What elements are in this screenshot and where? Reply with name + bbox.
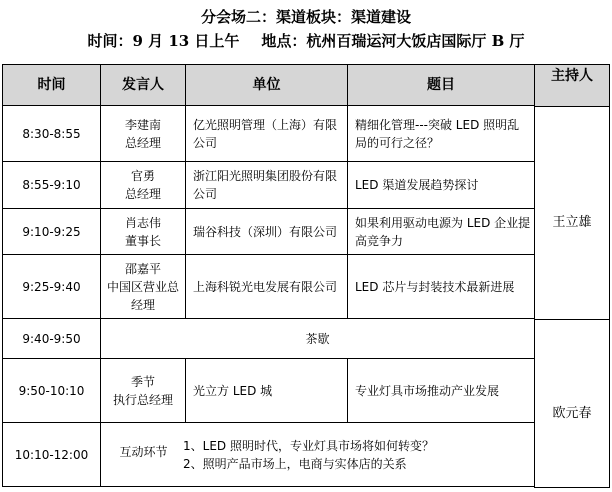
- speaker-text: 肖志伟 董事长: [124, 215, 161, 248]
- host-name: 王立雄: [552, 215, 592, 230]
- time-cell: 10:10-12:00: [3, 423, 101, 487]
- time-cell: 9:25-9:40: [3, 255, 101, 319]
- topic-cell: 如果利用驱动电源为 LED 企业提高竞争力: [348, 209, 535, 255]
- column-header-host: 主持人: [535, 65, 609, 107]
- session-time: 时间：9 月 13 日上午: [87, 32, 240, 50]
- topic-cell: 精细化管理---突破 LED 照明乱局的可行之径？: [348, 106, 535, 162]
- unit-cell: 上海科锐光电发展有限公司: [186, 255, 348, 319]
- time-cell: 9:50-10:10: [3, 359, 101, 423]
- page-title: 分会场二：渠道板块：渠道建设: [200, 8, 411, 26]
- discussion-item: 2、照明产品市场上，电商与实体店的关系: [183, 456, 407, 471]
- speaker-cell: [101, 106, 186, 162]
- speaker-cell: [101, 255, 186, 319]
- time-cell: 8:30-8:55: [3, 106, 101, 162]
- speaker-cell: [101, 209, 186, 255]
- host-column: [534, 64, 610, 488]
- column-header-time: 时间: [3, 65, 101, 106]
- speaker-cell: [101, 162, 186, 209]
- speaker-text: 官勇 总经理: [124, 169, 161, 201]
- topic-cell: 专业灯具市场推动产业发展: [348, 359, 535, 423]
- table-row: [3, 255, 535, 319]
- time-cell: 9:40-9:50: [3, 319, 101, 359]
- header-row: [3, 65, 535, 106]
- table-row: [3, 359, 535, 423]
- table-row: [3, 162, 535, 209]
- discussion-item: 1、LED 照明时代，专业灯具市场将如何转变？: [183, 438, 434, 453]
- column-header-speaker: 发言人: [101, 65, 186, 106]
- speaker-text: 季节 执行总经理: [112, 374, 173, 407]
- speaker-text: 李建南 总经理: [124, 117, 161, 150]
- session-venue: 地点：杭州百瑞运河大饭店国际厅 B 厅: [261, 32, 525, 50]
- time-cell: 9:10-9:25: [3, 209, 101, 255]
- unit-cell: 亿光照明管理（上海）有限公司: [186, 106, 348, 162]
- topic-cell: LED 渠道发展趋势探讨: [348, 162, 535, 209]
- host-divider: [535, 319, 609, 320]
- interactive-row: [3, 423, 535, 487]
- agenda-table: [2, 64, 535, 487]
- interactive-cell: [101, 423, 535, 487]
- time-cell: 8:55-9:10: [3, 162, 101, 209]
- column-header-topic: 题目: [348, 65, 535, 106]
- host-name: 欧元春: [552, 406, 592, 421]
- column-header-unit: 单位: [186, 65, 348, 106]
- table-row: [3, 106, 535, 162]
- table-row: [3, 209, 535, 255]
- break-label: 茶歇: [101, 319, 535, 359]
- interactive-label: 互动环节: [119, 445, 168, 459]
- break-row: [3, 319, 535, 359]
- unit-cell: 浙江阳光照明集团股份有限公司: [186, 162, 348, 209]
- speaker-text: 邵嘉平 中国区营业总经理: [106, 261, 179, 312]
- topic-cell: LED 芯片与封装技术最新进展: [348, 255, 535, 319]
- speaker-cell: [101, 359, 186, 423]
- unit-cell: 光立方 LED 城: [186, 359, 348, 423]
- session-info: [0, 32, 612, 50]
- unit-cell: 瑞谷科技（深圳）有限公司: [186, 209, 348, 255]
